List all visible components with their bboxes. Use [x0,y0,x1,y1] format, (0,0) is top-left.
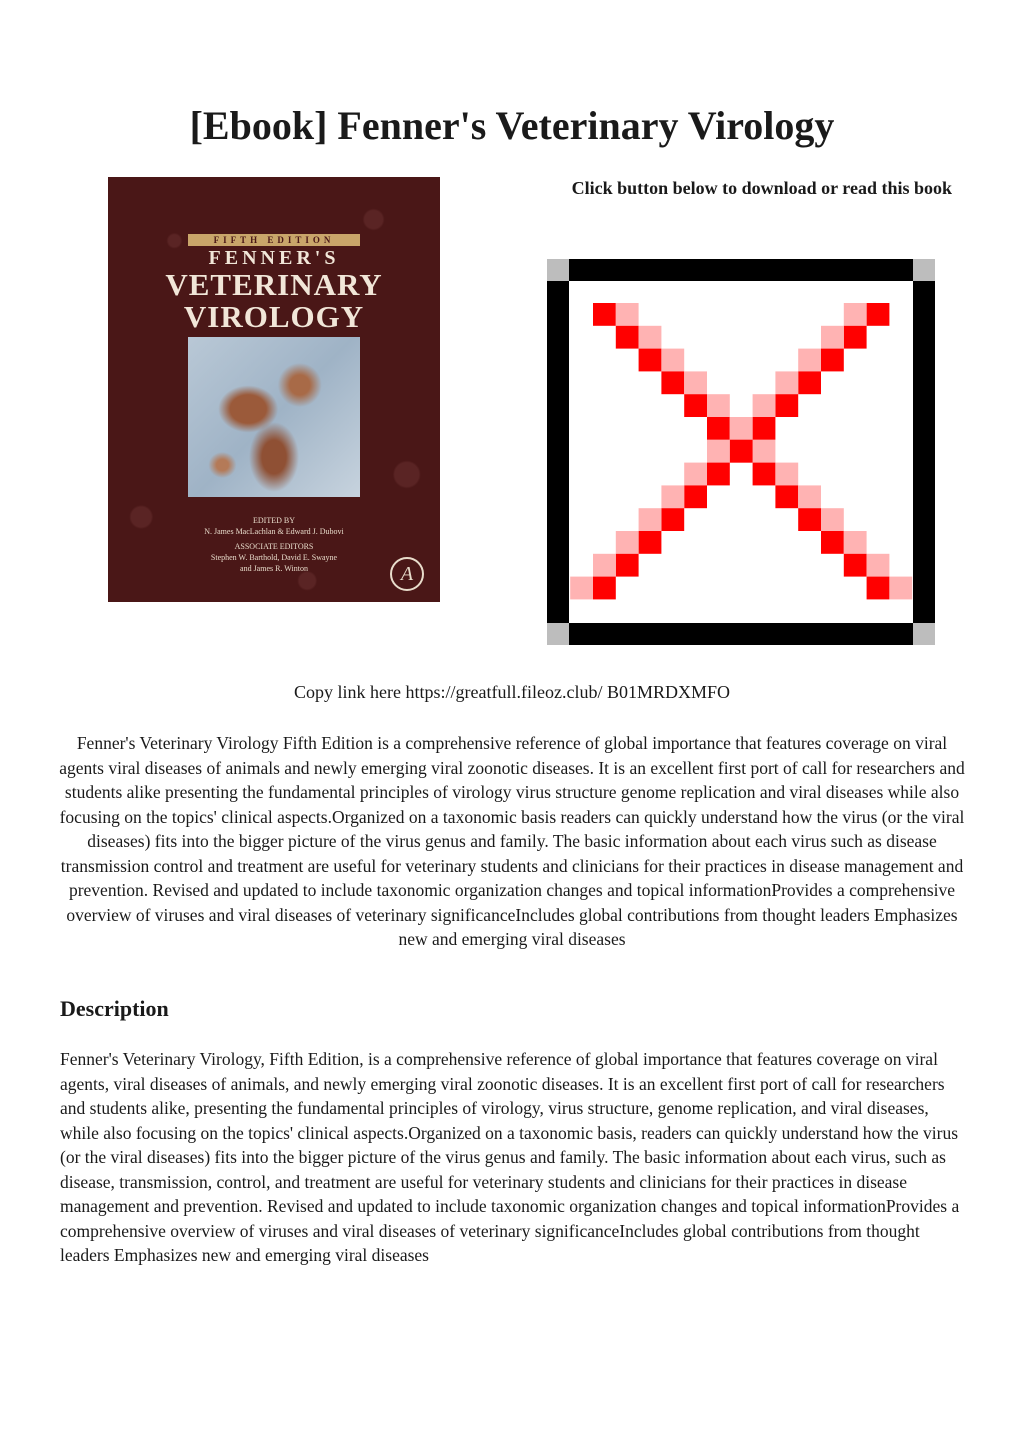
cross-cell [821,326,844,349]
cross-cell [684,463,707,486]
cross-cell [775,463,798,486]
cross-cell [707,394,730,417]
book-cover-image[interactable] [108,177,440,602]
cross-cell [798,508,821,531]
cross-cell [775,485,798,508]
cross-cell [775,394,798,417]
copy-link[interactable]: Copy link here https://greatfull.fileoz.club/ B01MRDXMFO [294,682,730,702]
cover-micrograph [188,337,360,497]
cross-cell [639,508,662,531]
cross-cell [753,417,776,440]
cross-cell [844,531,867,554]
cross-cell [889,577,912,600]
cross-cell [798,349,821,372]
cross-cell [570,577,593,600]
cross-cell [684,371,707,394]
frame-right [913,259,935,645]
cross-cell [616,326,639,349]
description-heading: Description [60,996,169,1021]
cross-cell [798,485,821,508]
cross-cell [867,577,890,600]
cross-cell [639,349,662,372]
page-title: [Ebook] Fenner's Veterinary Virology [189,103,835,148]
frame-top [547,259,935,281]
cross-cell [684,485,707,508]
download-instruction: Click button below to download or read this book [571,178,952,198]
cross-cell [593,303,616,326]
cross-cell [821,531,844,554]
cross-cell [844,554,867,577]
cross-cell [798,371,821,394]
cross-cell [616,554,639,577]
frame-left [547,259,569,645]
cross-cell [616,531,639,554]
cross-cell [730,417,753,440]
cross-cell [753,440,776,463]
cover-associate-editors: ASSOCIATE EDITORS Stephen W. Barthold, David E. Swayne and James R. Winton [210,542,338,573]
frame-corner [913,623,935,645]
cross-cell [775,371,798,394]
download-button[interactable] [547,259,935,645]
summary-text: Fenner's Veterinary Virology Fifth Edition is a comprehensive reference of global importance that features coverage on viral agents viral diseases of animals and newly emerging viral zoonotic diseases. It is an excellent first port of call for researchers and students alike presenting the fundamental principles of virology virus structure genome replication and viral diseases while also focusing on the topics' clinical aspects.Organized on a taxonomic basis readers can quickly understand how the virus (or the viral diseases) fits into the bigger picture of the virus genus and family. The basic information about each virus such as disease transmission control and treatment are useful for veterinary students and clinicians for their practices in disease management and prevention. Revised and updated to include taxonomic organization changes and topical informationProvides a comprehensive overview of viruses and viral diseases of veterinary significanceIncludes global contributions from thought leaders Emphasizes new and emerging viral diseases [59,733,965,949]
cross-cell [867,303,890,326]
cross-cell [661,508,684,531]
frame-corner [913,259,935,281]
cross-cell [844,303,867,326]
cross-cell [661,349,684,372]
cross-cell [639,326,662,349]
cross-cell [661,371,684,394]
cross-cell [753,463,776,486]
cover-editors-text: EDITED BY N. James MacLachlan & Edward J. Dubovi [204,516,344,536]
frame-bottom [547,623,935,645]
cross-cell [639,531,662,554]
cross-cell [730,440,753,463]
frame-corner [547,623,569,645]
cross-cell [593,554,616,577]
cross-cell [844,326,867,349]
cross-cell [867,554,890,577]
frame-corner [547,259,569,281]
cross-cell [753,394,776,417]
cover-title-line3: VIROLOGY [183,299,365,334]
cover-title-line1: FENNER'S [208,247,340,269]
broken-image-icon [547,259,935,645]
cover-title-line2: VETERINARY [165,267,383,302]
cross-cell [707,463,730,486]
cross-cell [821,349,844,372]
cross-cell [616,303,639,326]
cross-cell [593,577,616,600]
cover-editors [108,515,440,574]
cross-cell [707,417,730,440]
description-text: Fenner's Veterinary Virology, Fifth Edition, is a comprehensive reference of global importance that features coverage on viral agents, viral diseases of animals, and newly emerging viral zoonotic diseases. It is an excellent first port of call for researchers and students alike, presenting the fundamental principles of virology, virus structure, genome replication, and viral diseases, while also focusing on the topics' clinical aspects.Organized on a taxonomic basis, readers can quickly understand how the virus (or the viral diseases) fits into the bigger picture of the virus genus and family. The basic information about each virus, such as disease, transmission, control, and treatment are useful for veterinary students and clinicians for their practices in disease management and prevention. Revised and updated to include taxonomic organization changes and topical informationProvides a comprehensive overview of viruses and viral diseases of veterinary significanceIncludes global contributions from thought leaders Emphasizes new and emerging viral diseases [60,1049,960,1265]
cover-edition: FIFTH EDITION [188,234,360,246]
publisher-logo-icon: A [390,557,424,591]
cross-cell [821,508,844,531]
cross-cell [661,485,684,508]
cross-cell [707,440,730,463]
cross-cell [684,394,707,417]
